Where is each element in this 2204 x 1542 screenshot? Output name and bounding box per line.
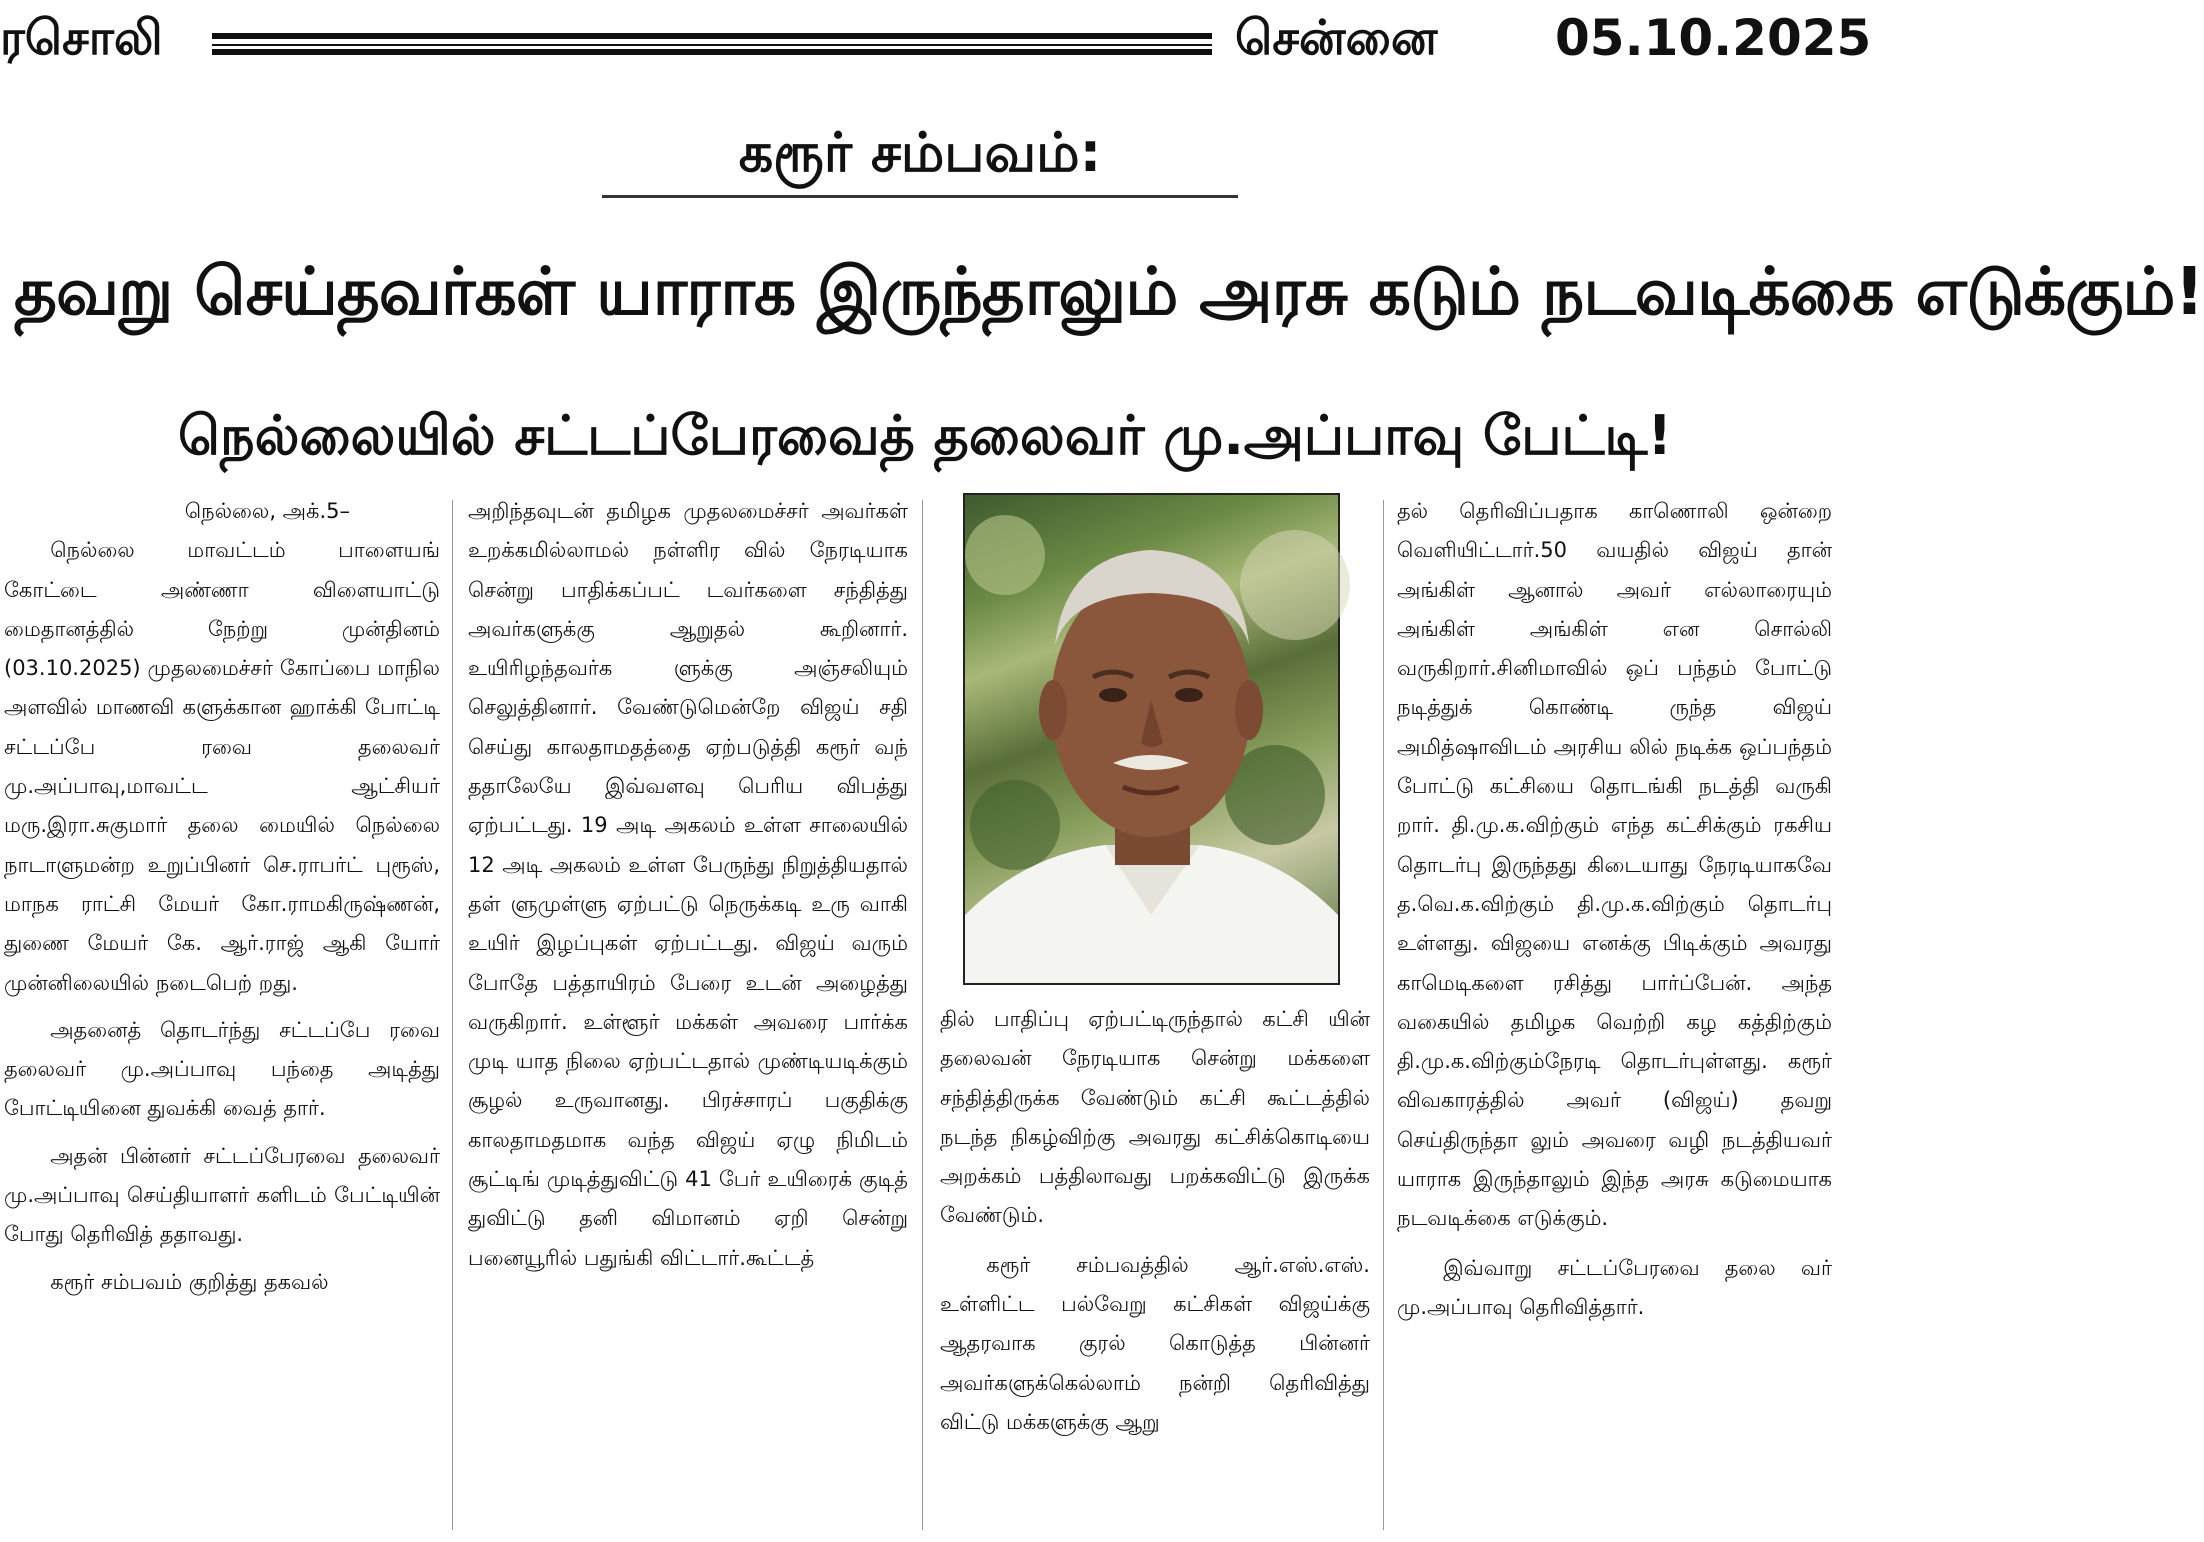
paragraph: அதனைத் தொடர்ந்து சட்டப்பே ரவை தலைவர் மு.அப்பாவு பந்தை அடித்து போட்டியினை துவக்கி வைத் தார். [4, 1017, 440, 1121]
masthead [0, 0, 1872, 92]
edition-city: சென்னை [1235, 10, 1438, 66]
article-column-2 [468, 492, 908, 1542]
portrait-illustration [965, 495, 1338, 983]
paragraph: நெல்லை மாவட்டம் பாளையங் கோட்டை அண்ணா விளையாட்டு மைதானத்தில் நேற்று முன்தினம் (03.10.2025) முதலமைச்சர் கோப்பை மாநில அளவில் மாணவி களுக்கான ஹாக்கி போட்டி சட்டப்பே ரவை தலைவர் மு.அப்பாவு,மாவட்ட ஆட்சியர் மரு.இரா.சுகுமார் தலை மையில் நெல்லை நாடாளுமன்ற உறுப்பினர் செ.ராபர்ட் புரூஸ், மாநக ராட்சி மேயர் கோ.ராமகிருஷ்ணன், துணை மேயர் கே. ஆர்.ராஜ் ஆகி யோர் முன்னிலையில் நடைபெற் றது. [4, 538, 440, 995]
edition-date: 05.10.2025 [1555, 9, 1872, 67]
speaker-portrait-photo [963, 493, 1340, 985]
sub-headline: நெல்லையில் சட்டப்பேரவைத் தலைவர் மு.அப்பாவு பேட்டி! [177, 404, 1673, 467]
column-divider [922, 500, 923, 1530]
masthead-rule [212, 33, 1212, 55]
paragraph: தில் பாதிப்பு ஏற்பட்டிருந்தால் கட்சி யின் தலைவன் நேரடியாக சென்று மக்களை சந்தித்திருக்க வேண்டும் கட்சி கூட்டத்தில் நடந்த நிகழ்விற்கு அவரது கட்சிக்கொடியை அறக்கம் பத்திலாவது பறக்கவிட்டு இருக்க வேண்டும். [940, 1007, 1370, 1228]
article-column-4 [1397, 492, 1832, 1542]
column-divider [1383, 500, 1384, 1530]
paragraph: கரூர் சம்பவம் குறித்து தகவல் [50, 1269, 329, 1294]
paragraph: தல் தெரிவிப்பதாக காணொலி ஒன்றை வெளியிட்டார்.50 வயதில் விஜய் தான் அங்கிள் ஆனால் அவர் எல்லாரையும் அங்கிள் அங்கிள் என சொல்லி வருகிறார்.சினிமாவில் ஒப் பந்தம் போட்டு நடித்துக் கொண்டி ருந்த விஜய் அமித்ஷாவிடம் அரசிய லில் நடிக்க ஒப்பந்தம் போட்டு கட்சியை தொடங்கி நடத்தி வருகி றார். தி.மு.க.விற்கும் எந்த கட்சிக்கும் ரகசிய தொடர்பு இருந்தது கிடையாது நேரடியாகவே த.வெ.க.விற்கும் தி.மு.க.விற்கும் தொடர்பு உள்ளது. விஜயை எனக்கு பிடிக்கும் அவரது காமெடிகளை ரசித்து பார்ப்பேன். அந்த வகையில் தமிழக வெற்றி கழ கத்திற்கும் தி.மு.க.விற்கும்நேரடி தொடர்புள்ளது. கரூர் விவகாரத்தில் அவர் (விஜய்) தவறு செய்திருந்தா லும் அவரை வழி நடத்தியவர் யாராக இருந்தாலும் இந்த அரசு கடுமையாக நடவடிக்கை எடுக்கும். [1397, 499, 1832, 1231]
kicker-underline [602, 195, 1238, 198]
paragraph: அறிந்தவுடன் தமிழக முதலமைச்சர் அவர்கள் உறக்கமில்லாமல் நள்ளிர வில் நேரடியாக சென்று பாதிக்கப்பட் டவர்களை சந்தித்து அவர்களுக்கு ஆறுதல் கூறினார். உயிரிழந்தவர்க ளுக்கு அஞ்சலியும் செலுத்தினார். வேண்டுமென்றே விஜய் சதி செய்து காலதாமதத்தை ஏற்படுத்தி கரூர் வந் ததாலேயே இவ்வளவு பெரிய விபத்து ஏற்பட்டது. 19 அடி அகலம் உள்ள சாலையில் 12 அடி அகலம் உள்ள பேருந்து நிறுத்தியதால் தள் ளுமுள்ளு ஏற்பட்டு நெருக்கடி உரு வாகி உயிர் இழப்புகள் ஏற்பட்டது. விஜய் வரும் போதே பத்தாயிரம் பேரை உடன் அழைத்து வருகிறார். உள்ளூர் மக்கள் அவரை பார்க்க முடி யாத நிலை ஏற்பட்டதால் முண்டியடிக்கும் சூழல் உருவானது. பிரச்சாரப் பகுதிக்கு காலதாமதமாக வந்த விஜய் ஏழு நிமிடம் சூட்டிங் முடித்துவிட்டு 41 பேர் உயிரைக் குடித் துவிட்டு தனி விமானம் ஏறி சென்று பனையூரில் பதுங்கி விட்டார்.கூட்டத் [468, 499, 908, 1270]
kicker-heading: கரூர் சம்பவம்: [738, 121, 1102, 184]
column-divider [452, 500, 453, 1530]
article-column-3 [940, 1000, 1370, 1542]
paragraph: அதன் பின்னர் சட்டப்பேரவை தலைவர் மு.அப்பாவு செய்தியாளர் களிடம் பேட்டியின் போது தெரிவித் ததாவது. [4, 1143, 440, 1247]
article-column-1 [4, 492, 440, 1542]
paper-name-fragment: ரசொலி [0, 10, 163, 66]
main-headline: தவறு செய்தவர்கள் யாராக இருந்தாலும் அரசு கடும் நடவடிக்கை எடுக்கும்! [14, 253, 2204, 330]
dateline: நெல்லை, அக்.5– [184, 499, 350, 523]
paragraph: இவ்வாறு சட்டப்பேரவை தலை வர் மு.அப்பாவு தெரிவித்தார். [1397, 1255, 1832, 1319]
paragraph: கரூர் சம்பவத்தில் ஆர்.எஸ்.எஸ். உள்ளிட்ட பல்வேறு கட்சிகள் விஜய்க்கு ஆதரவாக குரல் கொடுத்த பின்னர் அவர்களுக்கெல்லாம் நன்றி தெரிவித்து விட்டு மக்களுக்கு ஆறு [940, 1252, 1370, 1434]
